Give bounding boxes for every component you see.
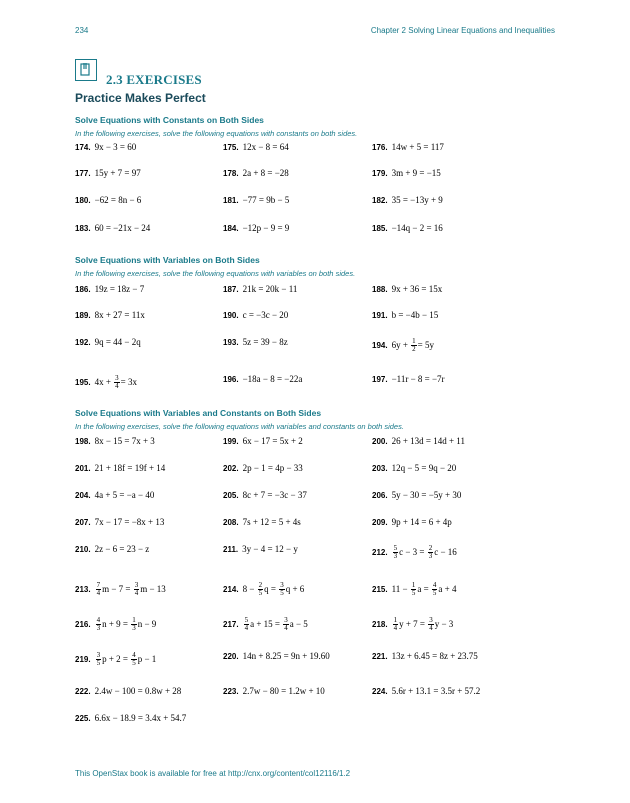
exercise-equation: 21k = 20k − 11 — [242, 284, 298, 294]
exercise-item — [75, 143, 136, 152]
exercise-number: 211. — [223, 545, 239, 554]
exercise-number: 224. — [372, 687, 388, 696]
exercise-equation: c = −3c − 20 — [242, 310, 289, 320]
exercise-equation: 8 − $\frac{2}{5}$ q = $\frac{3}{5}$ q + 6 — [242, 581, 305, 597]
exercise-equation: 8c + 7 = −3c − 37 — [242, 490, 307, 500]
exercise-equation: 9p + 14 = 6 + 4p — [391, 517, 452, 527]
exercise-item — [75, 714, 186, 723]
exercise-number: 179. — [372, 169, 388, 178]
exercise-item — [223, 224, 289, 233]
exercise-item — [75, 169, 141, 178]
exercise-equation: 19z = 18z − 7 — [94, 284, 145, 294]
exercise-equation: −11r − 8 = −7r — [391, 374, 445, 384]
exercise-item — [223, 375, 302, 384]
exercise-number: 189. — [75, 311, 91, 320]
exercise-number: 190. — [223, 311, 239, 320]
page-footer: This OpenStax book is available for free at http://cnx.org/content/col12116/1.2 — [75, 769, 351, 778]
exercise-number: 203. — [372, 464, 388, 473]
fraction: $\frac{4}{3}$ — [96, 616, 101, 632]
exercise-number: 194. — [372, 340, 388, 350]
exercise-item — [372, 285, 442, 294]
exercise-equation: $\frac{3}{5}$ p + 2 = $\frac{4}{5}$ p − 1 — [96, 651, 157, 667]
block-instruction: In the following exercises, solve the following equations with variables on both sides. — [75, 269, 356, 278]
exercise-item — [75, 652, 156, 667]
exercise-equation: −18a − 8 = −22a — [242, 374, 303, 384]
fraction: $\frac{3}{4}$ — [134, 581, 139, 597]
exercise-number: 178. — [223, 169, 239, 178]
page-header — [75, 26, 555, 40]
exercise-item — [223, 338, 288, 347]
exercise-item — [223, 285, 297, 294]
exercise-number: 208. — [223, 518, 239, 527]
fraction: $\frac{1}{2}$ — [412, 337, 416, 353]
fraction: $\frac{5}{3}$ — [393, 544, 398, 560]
exercise-number: 177. — [75, 169, 91, 178]
exercise-item — [75, 491, 154, 500]
exercise-equation: 5y − 30 = −5y + 30 — [391, 490, 462, 500]
section-subtitle: Practice Makes Perfect — [75, 91, 206, 105]
exercise-equation: $\frac{5}{3}$ c − 3 = $\frac{2}{3}$ c − 16 — [393, 544, 457, 560]
exercise-number: 205. — [223, 491, 239, 500]
exercise-equation: 6y + $\frac{1}{2}$ = 5y — [391, 337, 434, 353]
exercise-equation: −12p − 9 = 9 — [242, 223, 290, 233]
exercise-number: 182. — [372, 196, 388, 205]
exercise-item — [223, 687, 325, 696]
exercise-number: 187. — [223, 285, 239, 294]
exercise-equation: $\frac{4}{3}$ n + 9 = $\frac{1}{3}$ n − 9 — [96, 616, 157, 632]
exercise-number: 184. — [223, 224, 239, 233]
exercise-equation: 12x − 8 = 64 — [242, 142, 289, 152]
exercise-item — [372, 652, 478, 661]
exercise-number: 204. — [75, 491, 91, 500]
exercise-equation: 9x + 36 = 15x — [391, 284, 443, 294]
exercise-item — [223, 143, 289, 152]
exercise-item — [75, 338, 141, 347]
exercise-item — [223, 196, 289, 205]
exercise-item — [372, 143, 444, 152]
exercise-equation: 21 + 18f = 19f + 14 — [94, 463, 166, 473]
exercise-item — [372, 224, 443, 233]
exercise-item — [223, 652, 330, 661]
exercise-item — [372, 437, 465, 446]
exercise-item — [372, 196, 443, 205]
exercise-equation: b = −4b − 15 — [391, 310, 439, 320]
exercise-item — [372, 375, 445, 384]
exercise-item — [75, 617, 156, 632]
exercise-item — [75, 196, 141, 205]
fraction: $\frac{1}{4}$ — [393, 616, 398, 632]
exercise-item — [75, 285, 144, 294]
exercise-item — [372, 169, 441, 178]
fraction: $\frac{7}{4}$ — [96, 581, 101, 597]
exercise-number: 191. — [372, 311, 388, 320]
exercise-number: 201. — [75, 464, 91, 473]
exercise-number: 216. — [75, 619, 91, 629]
exercise-equation: 9q = 44 − 2q — [94, 337, 141, 347]
fraction: $\frac{3}{4}$ — [115, 374, 119, 390]
exercise-equation: −77 = 9b − 5 — [242, 195, 290, 205]
exercise-number: 185. — [372, 224, 388, 233]
block-heading: Solve Equations with Constants on Both Sides — [75, 115, 264, 125]
exercise-item — [372, 464, 456, 473]
exercise-item — [223, 545, 298, 554]
block-instruction: In the following exercises, solve the following equations with variables and constants on both sides. — [75, 422, 404, 431]
exercise-item — [75, 437, 155, 446]
exercise-number: 220. — [223, 652, 239, 661]
exercise-item — [223, 617, 308, 632]
page-number: 234 — [75, 26, 89, 35]
exercise-number: 209. — [372, 518, 388, 527]
exercise-number: 212. — [372, 547, 388, 557]
exercise-number: 176. — [372, 143, 388, 152]
block-instruction: In the following exercises, solve the following equations with constants on both sides. — [75, 129, 358, 138]
exercise-equation: 15y + 7 = 97 — [94, 168, 141, 178]
fraction: $\frac{1}{3}$ — [132, 616, 136, 632]
exercise-number: 218. — [372, 619, 388, 629]
exercise-equation: 3m + 9 = −15 — [391, 168, 441, 178]
exercise-number: 193. — [223, 338, 239, 347]
exercise-number: 215. — [372, 584, 388, 594]
exercise-equation: 60 = −21x − 24 — [94, 223, 151, 233]
exercise-number: 200. — [372, 437, 388, 446]
fraction: $\frac{2}{5}$ — [258, 581, 263, 597]
exercise-equation: $\frac{1}{4}$ y + 7 = $\frac{3}{4}$ y − 3 — [393, 616, 454, 632]
exercise-equation: 12q − 5 = 9q − 20 — [391, 463, 457, 473]
fraction: $\frac{3}{5}$ — [280, 581, 284, 597]
exercise-equation: 3y − 4 = 12 − y — [242, 544, 298, 554]
fraction: $\frac{2}{3}$ — [428, 544, 433, 560]
exercise-equation: 2p − 1 = 4p − 33 — [242, 463, 303, 473]
exercise-equation: 26 + 13d = 14d + 11 — [391, 436, 465, 446]
exercise-number: 181. — [223, 196, 239, 205]
exercise-item — [223, 437, 303, 446]
exercise-item — [223, 169, 289, 178]
exercise-number: 219. — [75, 654, 91, 664]
exercise-number: 207. — [75, 518, 91, 527]
exercise-number: 221. — [372, 652, 388, 661]
exercise-item — [372, 311, 438, 320]
exercise-number: 196. — [223, 375, 239, 384]
exercise-number: 202. — [223, 464, 239, 473]
exercise-item — [223, 582, 304, 597]
block-heading: Solve Equations with Variables on Both Sides — [75, 255, 260, 265]
exercise-equation: 5z = 39 − 8z — [242, 337, 288, 347]
exercise-number: 206. — [372, 491, 388, 500]
exercise-number: 188. — [372, 285, 388, 294]
exercise-number: 223. — [223, 687, 239, 696]
exercise-equation: $\frac{7}{4}$ m − 7 = $\frac{3}{4}$ m − 13 — [96, 581, 166, 597]
chapter-title: Chapter 2 Solving Linear Equations and Inequalities — [370, 26, 555, 35]
exercise-item — [75, 311, 145, 320]
exercise-number: 192. — [75, 338, 91, 347]
exercise-item — [372, 491, 461, 500]
exercise-equation: 5.6r + 13.1 = 3.5r + 57.2 — [391, 686, 481, 696]
exercise-equation: 35 = −13y + 9 — [391, 195, 443, 205]
exercise-number: 217. — [223, 619, 239, 629]
exercise-number: 225. — [75, 714, 91, 723]
fraction: $\frac{3}{4}$ — [284, 616, 288, 632]
exercises-icon — [75, 59, 97, 81]
fraction: $\frac{3}{5}$ — [96, 651, 101, 667]
exercise-equation: 4x + $\frac{3}{4}$ = 3x — [94, 374, 137, 390]
exercise-item — [372, 545, 457, 560]
exercise-equation: 8x − 15 = 7x + 3 — [94, 436, 155, 446]
exercise-item — [75, 224, 150, 233]
exercise-item — [75, 687, 181, 696]
exercise-equation: 7x − 17 = −8x + 13 — [94, 517, 165, 527]
exercise-equation: 13z + 6.45 = 8z + 23.75 — [391, 651, 478, 661]
exercise-number: 183. — [75, 224, 91, 233]
exercise-equation: 2.7w − 80 = 1.2w + 10 — [242, 686, 325, 696]
fraction: $\frac{4}{5}$ — [132, 651, 136, 667]
exercise-item — [372, 687, 480, 696]
fraction: $\frac{1}{5}$ — [411, 581, 416, 597]
exercise-equation: 2z − 6 = 23 − z — [94, 544, 150, 554]
exercise-equation: 14n + 8.25 = 9n + 19.60 — [242, 651, 330, 661]
exercise-number: 174. — [75, 143, 91, 152]
exercise-equation: 2a + 8 = −28 — [242, 168, 289, 178]
exercise-equation: 11 − $\frac{1}{5}$ a = $\frac{4}{5}$ a + 4 — [391, 581, 457, 597]
exercise-number: 210. — [75, 545, 91, 554]
exercise-number: 199. — [223, 437, 239, 446]
exercise-equation: −62 = 8n − 6 — [94, 195, 142, 205]
exercise-item — [372, 582, 456, 597]
exercise-equation: $\frac{5}{4}$ a + 15 = $\frac{3}{4}$ a − 5 — [244, 616, 308, 632]
exercise-equation: 7s + 12 = 5 + 4s — [242, 517, 301, 527]
exercise-number: 198. — [75, 437, 91, 446]
exercise-item — [75, 545, 149, 554]
exercise-equation: 8x + 27 = 11x — [94, 310, 145, 320]
exercise-item — [75, 582, 166, 597]
exercise-equation: 2.4w − 100 = 0.8w + 28 — [94, 686, 182, 696]
exercise-number: 195. — [75, 377, 91, 387]
exercise-number: 214. — [223, 584, 239, 594]
exercise-item — [223, 491, 307, 500]
exercise-equation: 4a + 5 = −a − 40 — [94, 490, 155, 500]
exercise-number: 186. — [75, 285, 91, 294]
fraction: $\frac{4}{5}$ — [432, 581, 437, 597]
section-title: 2.3 EXERCISES — [106, 72, 202, 87]
exercise-item — [75, 464, 165, 473]
block-heading: Solve Equations with Variables and Constants on Both Sides — [75, 408, 322, 418]
exercise-item — [75, 518, 164, 527]
exercise-equation: 6x − 17 = 5x + 2 — [242, 436, 303, 446]
exercise-item — [372, 617, 453, 632]
fraction: $\frac{5}{4}$ — [244, 616, 249, 632]
exercise-item — [372, 518, 452, 527]
exercise-equation: −14q − 2 = 16 — [391, 223, 443, 233]
exercise-equation: 9x − 3 = 60 — [94, 142, 137, 152]
exercise-number: 222. — [75, 687, 91, 696]
exercise-number: 180. — [75, 196, 91, 205]
exercise-item — [75, 375, 137, 390]
exercise-number: 175. — [223, 143, 239, 152]
exercise-equation: 6.6x − 18.9 = 3.4x + 54.7 — [94, 713, 187, 723]
exercise-item — [372, 338, 434, 353]
exercise-number: 213. — [75, 584, 91, 594]
exercise-item — [223, 518, 301, 527]
exercise-item — [223, 311, 288, 320]
fraction: $\frac{3}{4}$ — [429, 616, 433, 632]
exercise-equation: 14w + 5 = 117 — [391, 142, 444, 152]
exercise-number: 197. — [372, 375, 388, 384]
exercise-item — [223, 464, 303, 473]
